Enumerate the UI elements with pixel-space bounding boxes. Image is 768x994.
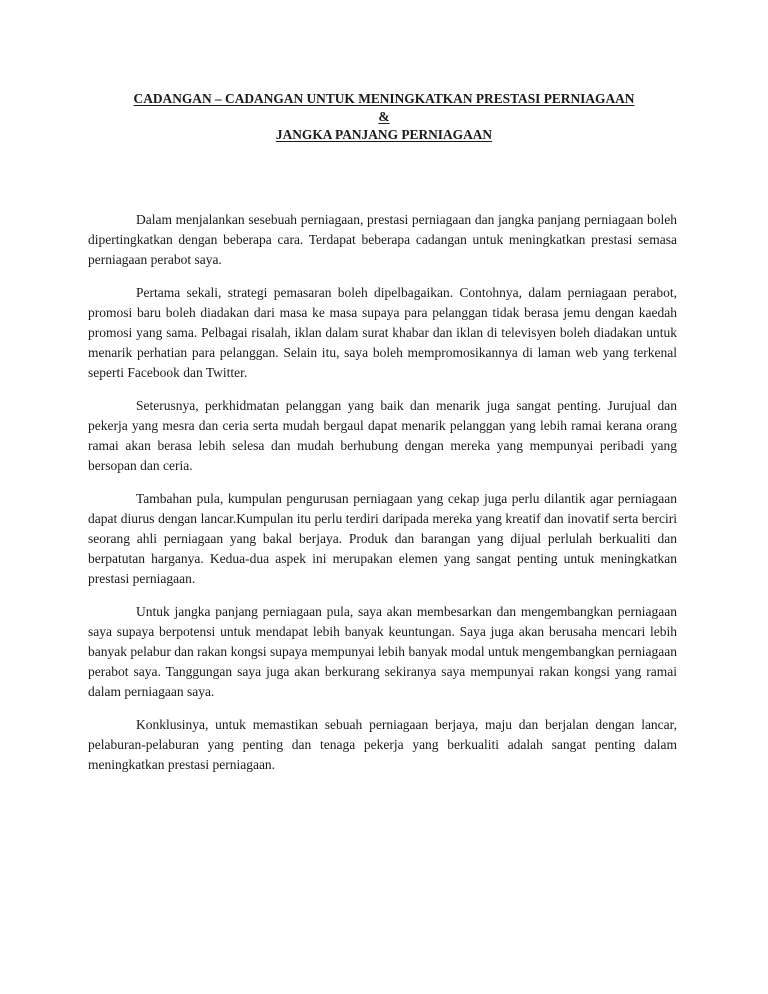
paragraph-management-team: Tambahan pula, kumpulan pengurusan perniagaan yang cekap juga perlu dilantik agar perniagaan dapat diurus dengan lancar.Kumpulan itu perlu terdiri daripada mereka yang kreatif dan inovatif serta berciri seorang ahli perniagaan yang bakal berjaya. Produk dan barangan yang dijual perlulah berkualiti dan berpatutan harganya. Kedua-dua aspek ini merupakan elemen yang sangat penting untuk meningkatkan prestasi perniagaan. <box>88 491 677 586</box>
paragraph-customer-service: Seterusnya, perkhidmatan pelanggan yang baik dan menarik juga sangat penting. Jurujual dan pekerja yang mesra dan ceria serta mudah bergaul dapat menarik pelanggan yang lebih ramai kerana orang ramai akan berasa lebih selesa dan mudah berhubung dengan mereka yang mempunyai peribadi yang bersopan dan ceria. <box>88 398 677 473</box>
document-body <box>88 210 677 788</box>
paragraph-conclusion: Konklusinya, untuk memastikan sebuah perniagaan berjaya, maju dan berjalan dengan lancar, pelaburan-pelaburan yang penting dan tenaga pekerja yang berkualiti adalah sangat penting dalam meningkatkan prestasi perniagaan. <box>88 717 677 772</box>
paragraph-marketing-strategy: Pertama sekali, strategi pemasaran boleh dipelbagaikan. Contohnya, dalam perniagaan perabot, promosi baru boleh diadakan dari masa ke masa supaya para pelanggan tidak berasa jemu dengan kaedah promosi yang sama. Pelbagai risalah, iklan dalam surat khabar dan iklan di televisyen boleh diadakan untuk menarik perhatian para pelanggan. Selain itu, saya boleh mempromosikannya di laman web yang terkenal seperti Facebook dan Twitter. <box>88 285 677 380</box>
paragraph-introduction: Dalam menjalankan sesebuah perniagaan, prestasi perniagaan dan jangka panjang perniagaan boleh dipertingkatkan dengan beberapa cara. Terdapat beberapa cadangan untuk meningkatkan prestasi semasa perniagaan perabot saya. <box>88 212 677 267</box>
title-line-3: JANGKA PANJANG PERNIAGAAN <box>275 127 493 142</box>
paragraph-long-term: Untuk jangka panjang perniagaan pula, saya akan membesarkan dan mengembangkan perniagaan saya supaya berpotensi untuk mendapat lebih banyak keuntungan. Saya juga akan berusaha mencari lebih banyak pelabur dan rakan kongsi supaya mempunyai lebih banyak modal untuk mengembangkan perniagaan perabot saya. Tanggungan saya juga akan berkurang sekiranya saya mempunyai rakan kongsi yang ramai dalam perniagaan saya. <box>88 604 677 699</box>
title-line-2: & <box>378 109 390 124</box>
document-title <box>88 90 680 144</box>
title-line-1: CADANGAN – CADANGAN UNTUK MENINGKATKAN PRESTASI PERNIAGAAN <box>133 91 635 106</box>
